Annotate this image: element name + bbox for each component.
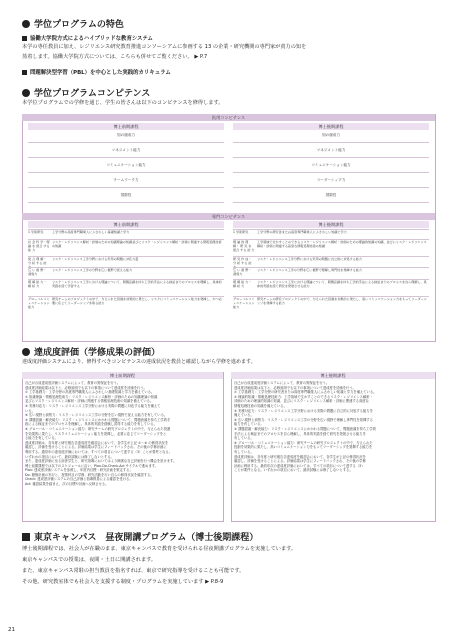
evaluation-line: 役割を効果的に果たし、高いコミュニケーション力をもってリーダーシップを発揮する能力を [234, 445, 373, 450]
tokyo-text-2: 東京キャンパスでの授業は、夜間・土日に開講されます。 [22, 557, 157, 563]
row-divider [28, 296, 224, 297]
special-competence-label: 理 解 能 力・ 解 析 力 [233, 280, 252, 288]
evaluation-line: 計画に利用する。最終年次の達成度評価においては、すべての項目について達する（3） [234, 463, 365, 468]
evaluation-line: 達成度評価は、各年度と研究報告告達成度を確認会において、各学生が上記の修得状況を [234, 454, 366, 459]
special-competence-header: 専門コンピテンス [22, 213, 435, 220]
generic-competence-item: コミュニケーション能力 [311, 163, 351, 167]
evaluation-text-doctor [234, 381, 432, 473]
row-divider [233, 157, 429, 158]
evaluation-line: Do: 履修計画の実行と、授業科目の学修、研究活動を行い自らの修得状況を確認する。 [25, 472, 154, 477]
evaluation-line: を効果的に果たし、リスクコミュニケーション能力を発揮し、必要に応じてリーダーシップをと [25, 431, 167, 436]
row-divider [28, 157, 224, 158]
generic-competence-item: 国際性 [325, 193, 337, 197]
row-divider [233, 142, 429, 143]
square-bullet-icon [22, 70, 27, 75]
evaluation-line: 有している。 [234, 436, 254, 441]
tokyo-text-3: また、東京キャンパス常駐の担当教員を指名すれば、東京で研究指導を受けることも可能です。 [22, 568, 245, 574]
special-competence-text: リスク・レジリエンス工学における理論について、問題意識を持ち工学的手法による検証までのプロセスを理解し、具体的実践を経て学習する [52, 280, 222, 288]
evaluation-line: いる。 [25, 408, 35, 413]
row-divider [233, 296, 429, 297]
generic-competence-item: コミュニケーション能力 [106, 163, 146, 167]
eval-header-master: 博士前期課程 [22, 372, 223, 379]
evaluation-line: 達成度評価結果は以下と、必修説明でも以下の事項について達成度を評価を行う。 [25, 385, 147, 390]
evaluation-line: 確認し、評価を受けることによる。評価結果は学生にフィードバックされ、その後の学修計画に [25, 445, 167, 450]
evaluation-line: ③ 実務対応力：リスク・レジリエンス工学分野における実際の問題に自立的に対処する能力を [234, 408, 373, 413]
bullet-icon [22, 20, 30, 28]
generic-competence-item: 知の創成力 [117, 133, 135, 137]
special-competence-label: 1 学術研究 [28, 230, 44, 234]
row-divider [28, 187, 224, 188]
evaluation-line: ⑤ 課題認識・解決能力：リスク・レジリエンスにかかわる問題について、問題意識を持ち工学的 [234, 426, 377, 431]
evaluation-line: また、達成度評価に至る前者学生と、研究指導においてはより顕著な自己評価を行う機会を設けます。 [25, 459, 177, 464]
generic-competence-header: 汎用コンピテンス [22, 114, 435, 121]
special-competence-text: リスク・レジリエンス工学における理論について、問題意識を持ち工学的手法による検証までのプロセスを自ら理解し、具体的実践を経て研究を発展させる能力 [257, 280, 427, 288]
square-bullet-icon [22, 36, 27, 41]
row-divider [28, 172, 224, 173]
evaluation-line: ③ 実務対応力：リスク・レジリエンス工学分野における実際の問題に対応する能力を備えて [25, 403, 161, 408]
special-competence-text: リスク・レジリエンス解析・評価のための知識理論の知識並びにリスク・レジリエンス解析・評価に関連する情報処理技術の知識 [52, 240, 222, 248]
special-competence-text: 研究チームの研究プロジェクトの中で、与えられた役割を効果的に果たし、高いコミュニケーション力をもってリーダーシップを発揮する能力 [257, 297, 427, 305]
special-competence-text: 工学領域で生かすことのできるリスク・レジリエンス解析・評価のための理論的知識の知識、並びにリスク・レジリエンス解析・評価に関連する高度な情報処理技術の知識 [257, 240, 427, 248]
special-competence-text: リスク・レジリエンス工学の分野を広い視野で捉える能力 [52, 268, 133, 272]
section-title: 学位プログラムコンピテンス [34, 89, 151, 99]
special-competence-text: リスク・レジリエンス工学分野における実用の問題に自立的に対処する能力 [257, 257, 362, 261]
evaluation-line: 利用する。通常年の達成度評価においては、すべての項目について達する（3）ことが要件となる。 [25, 449, 173, 454]
feature-text-2: 蒸着します。協働大学院方式については、こちらも併せてご覧ください。 ▶ P.7 [22, 54, 208, 60]
special-competence-label: 統 合 理 解・ 分 析 する 能 力 [28, 257, 47, 269]
special-competence-label: 研 究 作 成・ 分 析 する 能 力 [233, 257, 252, 269]
competence-intro: 本学位プログラムでの学修を通じ、学生の皆さんは以下のコンピテンスを修得します。 [22, 100, 224, 106]
evaluation-line: 並びにリスク・レジリエンス解析・評価に関連する情報処理技術の知識を備えている。 [25, 399, 154, 404]
special-competence-text: 工学分野の研究者または高度専門職業人にふさわしい知識と学力 [257, 230, 347, 234]
evaluation-text-master [25, 381, 221, 487]
section-title: 東京キャンパス 昼夜開講プログラム（博士後期課程） [34, 533, 259, 543]
evaluation-line: ⑥ グローバル・コミュニケーション能力：研究チームの研究プロジェクトの中で、与えられた [234, 440, 373, 445]
evaluation-line: る能力を有している。 [25, 436, 58, 441]
generic-competence-item: リーダーシップ力 [316, 178, 346, 182]
row-divider [233, 256, 429, 257]
special-competence-label: 社 会 科 学・理 論 を 統合 する 能 力 [28, 240, 50, 252]
tokyo-text-1: 博士後期課程では、社会人が在職のまま、東京キャンパスで教育を受けられる昼夜開講プログラムを実施しています。 [22, 546, 297, 552]
row-divider [233, 202, 429, 203]
evaluation-line: 自己が合成達成度評価システムによって、教育の質保証を行う。 [25, 381, 121, 385]
evaluation-line: ① 工学基礎力：工学分野の高度専門職業人にふさわしい基礎知識と学力を備えている。 [25, 390, 155, 395]
special-competence-text: 研究チームのプロジェクトの中で、与えられた役割を効果的に果たし、リスクにコミュニケーション能力を発揮し、かつ必要に応じてリーダーシップを取る能力 [52, 297, 222, 305]
evaluation-line: 情報処理技術の知識を備えている。 [234, 403, 287, 408]
section-heading-tokyo [22, 530, 258, 543]
evaluation-intro: 達成度評価システムにより、修得すべきコンピテンスの達成状況を教員と確認しながら学修を進めます。 [22, 359, 256, 365]
special-competence-text: 工学分野の高度専門職業人にふさわしい基礎知識と学力 [52, 230, 130, 234]
row-divider [28, 229, 224, 230]
special-competence-label: 広 い 視 野・ 洞察力 [233, 268, 252, 276]
evaluation-line: 達成度評価は、各年度と研究報告告達成度を確認会において、各学生が上記 ①〜⑥ の修得状況を [25, 440, 169, 445]
evaluation-line: ④ 広い視野と洞察力：リスク・レジリエンス工学の分野を広い視野で捉える能力を有している。 [25, 413, 168, 418]
row-divider [28, 256, 224, 257]
generic-competence-item: 知の創成力 [322, 133, 340, 137]
evaluation-line: ことが要件となる。いずれかの項目において、最終試験には修了しないとする。 [234, 468, 353, 473]
evaluation-line: 評価のための理論的知識の知識、並びにリスク・レジリエンス解析・評価に関連する高度な [234, 399, 369, 404]
special-competence-label: 広 い 視 野・ 洞察力 [28, 268, 47, 276]
bullet-icon [22, 89, 30, 97]
evaluation-line: 確認し、評価を受けることによる。評価結果は学生にフィードバックされ、その後の学修 [234, 459, 366, 464]
evaluation-line: Plan: 達成度評価システムを参照し、年度内目標・研究計画を策定する。 [25, 468, 133, 473]
page-number: 21 [8, 627, 15, 633]
generic-competence-item: マネジメント能力 [316, 148, 346, 152]
section-title: 達成度評価（学修成果の評価） [34, 348, 161, 358]
evaluation-line: 達成度評価結果は以下と、必修説明でも以下の事項について達成度を評価を行う。 [234, 385, 356, 390]
bullet-icon [22, 348, 30, 356]
feature-heading-2: 問題解決型学習（PBL）を中心とした実践的カリキュラム [22, 68, 171, 76]
evaluation-line: ⑤ 課題認識・解決能力：リスク・レジリエンスにかかわる問題について、問題意識を持ち工学的手 [25, 417, 171, 422]
special-competence-text: リスク・レジリエンス工学分野における実用の問題に対応力量 [52, 257, 139, 261]
evaluation-line: 手法による検証までのプロセスを自ら理解し、具体的実践を経て研究を発展させる能力を [234, 431, 366, 436]
row-divider [233, 279, 429, 280]
evaluation-line: 有している。 [234, 449, 254, 454]
col-header-master: 博士前期課程 [28, 123, 224, 130]
eval-header-doctor: 博士後期課程 [231, 372, 435, 379]
section-title: 学位プログラムの特色 [34, 20, 124, 30]
row-divider [28, 239, 224, 240]
feature-text-1: 本学の専任教員に加え、レジリエンス研究教育推進コンソーシアムに参画する 13 の企業・研究機関の専門家が責力の知を [22, 44, 307, 50]
evaluation-line: 段による検証までのプロセスを理解し、具体的実践を経験し習得する能力を有している。 [25, 422, 157, 427]
evaluation-line: ④ 広い視野と洞察力：リスク・レジリエンス工学の分野を広い視野で理解し専門性を発揮する [234, 417, 373, 422]
special-competence-label: グローバルコミュニケーション能力 [233, 297, 255, 309]
evaluation-line: 備えている。 [234, 413, 254, 418]
tokyo-text-4: その他、研究教室体でも社会人を支援する制度・プログラムを実施しています ▶ P.8-9 [22, 579, 224, 585]
evaluation-line: ② 知識理論・情報処理技術力：リスク・レジリエンス解析・評価のための知識理論の知識 [25, 394, 158, 399]
row-divider [28, 279, 224, 280]
row-divider [28, 142, 224, 143]
col-header-doctor-2: 博士後期課程 [233, 221, 429, 228]
row-divider [28, 202, 224, 203]
row-divider [233, 187, 429, 188]
col-header-doctor: 博士後期課程 [233, 123, 429, 130]
special-competence-label: 理 解 能 力・ 解 析 力 [28, 280, 47, 288]
feature-heading-1: 協働大学院方式によるハイブリッドな教育システム [22, 34, 153, 42]
evaluation-line: ① 工学基礎力：工学分野の研究者または高度専門職業人にふさわしい知識と学力を備えている。 [234, 390, 377, 395]
generic-competence-item: マネジメント能力 [111, 148, 141, 152]
evaluation-line: いずれかの項目において、最終試験には修了しないとする。 [25, 454, 114, 459]
col-header-master-2: 博士前期課程 [28, 221, 224, 228]
row-divider [233, 267, 429, 268]
evaluation-line: 博士前期課程では以下のスケジュールに沿い、Plan-Do-Check-Act サイクルで進めます。 [25, 463, 158, 468]
row-divider [233, 172, 429, 173]
row-divider [28, 267, 224, 268]
evaluation-line: Check: 達成度評価システムの自己評価と指導教員による確認を受ける。 [25, 477, 133, 482]
square-bullet-icon [22, 533, 30, 541]
evaluation-line: ② 理論的知識・情報処理技術力：工学領域で生かすことのできるリスク・レジリエンス解析・ [234, 394, 373, 399]
evaluation-line: 自己が合成達成度評価システムによって、教育の質保証を行う。 [234, 381, 330, 385]
section-heading-features [22, 17, 124, 30]
evaluation-line: ⑥ グローバル・コミュニケーション能力：研究チームの研究プロジェクトの中で、与えられた役割 [25, 426, 171, 431]
generic-competence-item: 国際性 [120, 193, 132, 197]
evaluation-line: 能力を有している。 [234, 422, 264, 427]
special-competence-label: グローバルコミュニケーション能力 [28, 297, 50, 309]
special-competence-label: 1 学術研究 [233, 230, 249, 234]
special-competence-label: 理 論 的 理 解・ 研 究 を 統合 する 能 力 [233, 240, 255, 252]
generic-competence-item: チームワーク力 [113, 178, 139, 182]
row-divider [233, 229, 429, 230]
evaluation-line: Act: 確認結果を踏まえ、次の目標や計画へ反映させる。 [25, 482, 109, 487]
special-competence-text: リスク・レジリエンス工学の分野を広い視野で理解し専門性を発揮する能力 [257, 268, 362, 272]
row-divider [233, 239, 429, 240]
